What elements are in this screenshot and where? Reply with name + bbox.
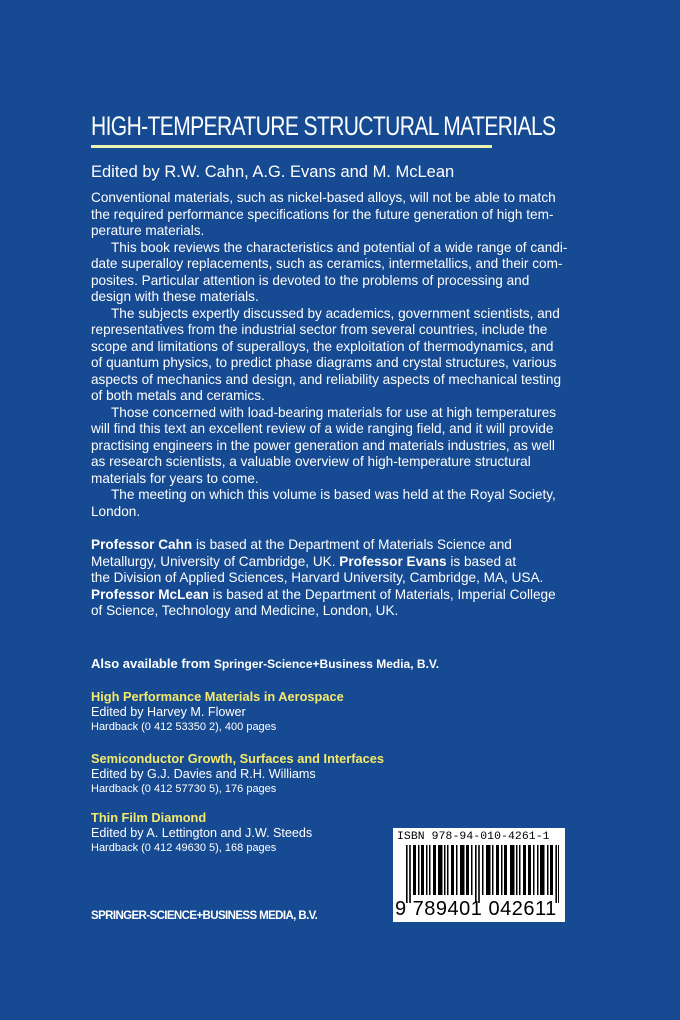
publisher-footer: SPRINGER-SCIENCE+BUSINESS MEDIA, B.V.	[91, 910, 318, 922]
editor-name: Professor Cahn	[91, 537, 193, 552]
related-book-editors: Edited by A. Lettington and J.W. Steeds	[91, 826, 313, 840]
related-book-details: Hardback (0 412 49630 5), 168 pages	[91, 842, 277, 854]
blurb-line: of quantum physics, to predict phase diagrams and crystal structures, various	[91, 355, 557, 370]
blurb-line: The meeting on which this volume is based was held at the Royal Society,	[111, 487, 556, 502]
also-available-heading: Also available from Springer-Science+Business Media, B.V.	[91, 656, 440, 671]
related-book-details: Hardback (0 412 57730 5), 176 pages	[91, 783, 277, 795]
blurb-line: posites. Particular attention is devoted to the problems of processing and	[91, 272, 530, 288]
barcode-bars-icon	[406, 845, 559, 903]
related-book-title: High Performance Materials in Aerospace	[91, 689, 344, 704]
blurb-line: materials for years to come.	[91, 470, 259, 486]
related-book-editors: Edited by G.J. Davies and R.H. Williams	[91, 767, 316, 781]
isbn-label: ISBN 978-94-010-4261-1	[397, 831, 550, 843]
related-book	[91, 689, 344, 735]
bio-line: of Science, Technology and Medicine, London, UK.	[91, 603, 399, 618]
related-book-details: Hardback (0 412 53350 2), 400 pages	[91, 721, 277, 733]
isbn-barcode	[393, 828, 565, 922]
book-description	[91, 190, 591, 520]
blurb-line: as research scientists, a valuable overview of high-temperature structural	[91, 454, 531, 469]
blurb-line: the required performance specifications for the future generation of high tem-	[91, 206, 554, 222]
blurb-line: will find this text an excellent review of a wide ranging field, and it will provide	[91, 421, 554, 436]
blurb-line: date superalloy replacements, such as ceramics, intermetallics, and their com-	[91, 256, 563, 271]
related-book	[91, 751, 384, 797]
related-book-editors: Edited by Harvey M. Flower	[91, 705, 246, 719]
bio-line: Metallurgy, University of Cambridge, UK. Professor Evans is based at	[91, 553, 517, 569]
blurb-line: of both metals and ceramics.	[91, 388, 265, 403]
book-title: HIGH-TEMPERATURE STRUCTURAL MATERIALS	[91, 111, 556, 141]
blurb-line: practising engineers in the power generation and materials industries, as well	[91, 437, 555, 453]
blurb-line: Conventional materials, such as nickel-based alloys, will not be able to match	[91, 190, 556, 205]
publisher-name: Springer-Science+Business Media, B.V.	[213, 657, 440, 671]
ean-digits: 9 789401 042611	[395, 898, 557, 920]
related-book-title: Semiconductor Growth, Surfaces and Interfaces	[91, 751, 384, 766]
blurb-line: The subjects expertly discussed by academics, government scientists, and	[111, 305, 560, 321]
bio-line: Professor Cahn is based at the Department of Materials Science and	[91, 537, 512, 552]
bio-line: the Division of Applied Sciences, Harvard University, Cambridge, MA, USA.	[91, 570, 544, 585]
bio-line: Professor McLean is based at the Department of Materials, Imperial College	[91, 586, 556, 602]
title-underline	[91, 145, 492, 148]
blurb-line: London.	[91, 503, 141, 519]
related-book	[91, 810, 312, 856]
blurb-line: perature materials.	[91, 223, 205, 238]
editors-line: Edited by R.W. Cahn, A.G. Evans and M. McLean	[91, 163, 455, 181]
blurb-line: aspects of mechanics and design, and reliability aspects of mechanical testing	[91, 371, 561, 387]
related-book-title: Thin Film Diamond	[91, 810, 207, 825]
blurb-line: scope and limitations of superalloys, the exploitation of thermodynamics, and	[91, 338, 554, 354]
blurb-line: design with these materials.	[91, 289, 259, 304]
editor-name: Professor McLean	[91, 586, 209, 602]
editor-name: Professor Evans	[339, 553, 447, 569]
blurb-line: Those concerned with load-bearing materials for use at high temperatures	[111, 404, 557, 420]
blurb-line: representatives from the industrial sector from several countries, include the	[91, 322, 548, 337]
blurb-line: This book reviews the characteristics and potential of a wide range of candi-	[111, 239, 568, 255]
editor-bios	[91, 537, 556, 620]
